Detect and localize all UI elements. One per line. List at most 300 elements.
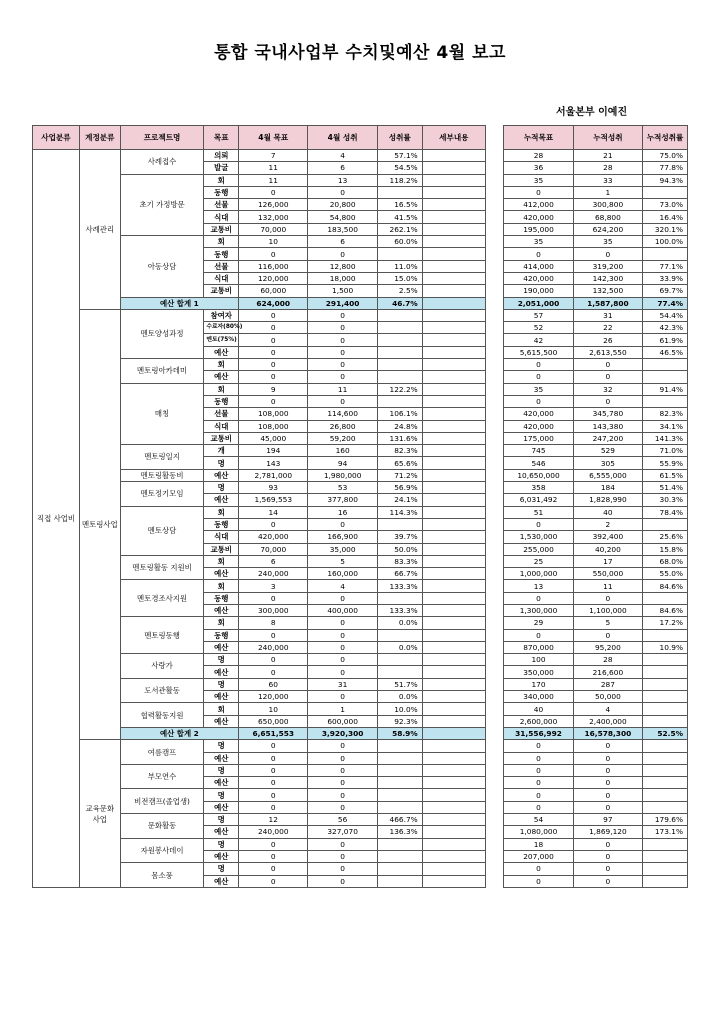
- detail-cell: [422, 457, 485, 469]
- target-unit-cell: 동행: [204, 248, 239, 260]
- gap-cell: [485, 740, 503, 752]
- cumulative-achieved-cell: 184: [573, 482, 642, 494]
- cumulative-achieved-cell: 40,200: [573, 543, 642, 555]
- monthly-rate-cell: 46.7%: [377, 297, 422, 309]
- project-name-cell: 멘토양성과정: [120, 309, 204, 358]
- detail-cell: [422, 703, 485, 715]
- cumulative-rate-cell: [643, 863, 688, 875]
- cumulative-achieved-cell: 21: [573, 150, 642, 162]
- monthly-achieved-cell: 0: [308, 641, 377, 653]
- project-name-cell: 멘토링동행: [120, 617, 204, 654]
- cumulative-target-cell: 52: [504, 322, 573, 334]
- cumulative-target-cell: 255,000: [504, 543, 573, 555]
- table-row: [33, 309, 688, 321]
- cumulative-target-cell: 13: [504, 580, 573, 592]
- cumulative-rate-cell: 179.6%: [643, 814, 688, 826]
- monthly-achieved-cell: 12,800: [308, 260, 377, 272]
- cumulative-achieved-cell: 28: [573, 162, 642, 174]
- target-unit-cell: 명: [204, 814, 239, 826]
- monthly-achieved-cell: 0: [308, 346, 377, 358]
- cumulative-target-cell: 2,051,000: [504, 297, 573, 309]
- detail-cell: [422, 260, 485, 272]
- monthly-rate-cell: [377, 395, 422, 407]
- project-name-cell: 멘토링일지: [120, 445, 204, 470]
- cumulative-rate-cell: 84.6%: [643, 604, 688, 616]
- detail-cell: [422, 678, 485, 690]
- table-row: [33, 506, 688, 518]
- cumulative-rate-cell: 51.4%: [643, 482, 688, 494]
- monthly-achieved-cell: 400,000: [308, 604, 377, 616]
- monthly-rate-cell: 114.3%: [377, 506, 422, 518]
- monthly-rate-cell: [377, 371, 422, 383]
- target-unit-cell: 예산: [204, 691, 239, 703]
- gap-cell: [485, 223, 503, 235]
- project-name-cell: 문화활동: [120, 814, 204, 839]
- gap-cell: [485, 789, 503, 801]
- author-label: 서울본부 이예진: [556, 107, 628, 118]
- detail-cell: [422, 604, 485, 616]
- gap-cell: [485, 691, 503, 703]
- detail-cell: [422, 482, 485, 494]
- cumulative-achieved-cell: 11: [573, 580, 642, 592]
- gap-cell: [485, 420, 503, 432]
- monthly-rate-cell: [377, 777, 422, 789]
- target-unit-cell: 개: [204, 445, 239, 457]
- monthly-rate-cell: [377, 518, 422, 530]
- cumulative-rate-cell: [643, 248, 688, 260]
- monthly-rate-cell: [377, 629, 422, 641]
- monthly-target-cell: 0: [239, 764, 308, 776]
- monthly-target-cell: 12: [239, 814, 308, 826]
- monthly-rate-cell: 54.5%: [377, 162, 422, 174]
- table-row: [33, 727, 688, 739]
- cumulative-rate-cell: 100.0%: [643, 236, 688, 248]
- gap-cell: [485, 850, 503, 862]
- detail-cell: [422, 383, 485, 395]
- monthly-achieved-cell: 20,800: [308, 199, 377, 211]
- cumulative-achieved-cell: 2,613,550: [573, 346, 642, 358]
- detail-cell: [422, 285, 485, 297]
- cumulative-rate-cell: [643, 838, 688, 850]
- gap-cell: [485, 752, 503, 764]
- monthly-rate-cell: [377, 309, 422, 321]
- gap-cell: [485, 641, 503, 653]
- table-row: [33, 838, 688, 850]
- cumulative-target-cell: 1,300,000: [504, 604, 573, 616]
- monthly-target-cell: 10: [239, 236, 308, 248]
- monthly-rate-cell: 0.0%: [377, 617, 422, 629]
- cumulative-target-cell: 0: [504, 186, 573, 198]
- table-row: [33, 703, 688, 715]
- detail-cell: [422, 162, 485, 174]
- cumulative-target-cell: 0: [504, 752, 573, 764]
- monthly-achieved-cell: 0: [308, 309, 377, 321]
- target-unit-cell: 교통비: [204, 223, 239, 235]
- cumulative-achieved-cell: 22: [573, 322, 642, 334]
- target-unit-cell: 회: [204, 703, 239, 715]
- cumulative-achieved-cell: 0: [573, 395, 642, 407]
- detail-cell: [422, 568, 485, 580]
- gap-cell: [485, 727, 503, 739]
- target-unit-cell: 예산: [204, 777, 239, 789]
- target-unit-cell: 명: [204, 678, 239, 690]
- cumulative-rate-cell: 52.5%: [643, 727, 688, 739]
- monthly-rate-cell: 65.6%: [377, 457, 422, 469]
- detail-cell: [422, 555, 485, 567]
- target-unit-cell: 참여자: [204, 309, 239, 321]
- cumulative-achieved-cell: 0: [573, 740, 642, 752]
- detail-cell: [422, 371, 485, 383]
- monthly-target-cell: 0: [239, 322, 308, 334]
- detail-cell: [422, 875, 485, 887]
- monthly-rate-cell: 92.3%: [377, 715, 422, 727]
- gap-cell: [485, 555, 503, 567]
- monthly-target-cell: 143: [239, 457, 308, 469]
- cumulative-achieved-cell: 95,200: [573, 641, 642, 653]
- monthly-achieved-cell: 114,600: [308, 408, 377, 420]
- table-row: [33, 863, 688, 875]
- monthly-target-cell: 6,651,553: [239, 727, 308, 739]
- monthly-target-cell: 1,569,553: [239, 494, 308, 506]
- cumulative-rate-cell: [643, 654, 688, 666]
- target-unit-cell: 예산: [204, 568, 239, 580]
- monthly-achieved-cell: 1,500: [308, 285, 377, 297]
- monthly-rate-cell: [377, 850, 422, 862]
- monthly-rate-cell: 60.0%: [377, 236, 422, 248]
- target-unit-cell: 동행: [204, 629, 239, 641]
- monthly-rate-cell: 118.2%: [377, 174, 422, 186]
- monthly-rate-cell: 83.3%: [377, 555, 422, 567]
- account-category-cell: 교육문화 사업: [79, 740, 120, 888]
- table-row: [33, 789, 688, 801]
- detail-cell: [422, 666, 485, 678]
- monthly-achieved-cell: 0: [308, 875, 377, 887]
- monthly-rate-cell: 82.3%: [377, 445, 422, 457]
- monthly-target-cell: 420,000: [239, 531, 308, 543]
- monthly-achieved-cell: 31: [308, 678, 377, 690]
- gap-cell: [485, 875, 503, 887]
- monthly-achieved-cell: 0: [308, 617, 377, 629]
- gap-cell: [485, 285, 503, 297]
- monthly-achieved-cell: 0: [308, 322, 377, 334]
- cumulative-achieved-cell: 26: [573, 334, 642, 346]
- monthly-achieved-cell: 166,900: [308, 531, 377, 543]
- target-unit-cell: 예산: [204, 752, 239, 764]
- cumulative-rate-cell: 77.1%: [643, 260, 688, 272]
- cumulative-rate-cell: 34.1%: [643, 420, 688, 432]
- cumulative-target-cell: 0: [504, 863, 573, 875]
- monthly-target-cell: 120,000: [239, 272, 308, 284]
- detail-cell: [422, 322, 485, 334]
- table-row: [33, 297, 688, 309]
- target-unit-cell: 명: [204, 838, 239, 850]
- cumulative-rate-cell: [643, 850, 688, 862]
- gap-cell: [485, 592, 503, 604]
- cumulative-rate-cell: 173.1%: [643, 826, 688, 838]
- monthly-target-cell: 70,000: [239, 223, 308, 235]
- cumulative-target-cell: 190,000: [504, 285, 573, 297]
- cumulative-achieved-cell: 345,780: [573, 408, 642, 420]
- cumulative-achieved-cell: 0: [573, 371, 642, 383]
- cumulative-rate-cell: 61.9%: [643, 334, 688, 346]
- monthly-rate-cell: [377, 764, 422, 776]
- monthly-rate-cell: 122.2%: [377, 383, 422, 395]
- monthly-target-cell: 14: [239, 506, 308, 518]
- cumulative-achieved-cell: 33: [573, 174, 642, 186]
- header-row: [33, 126, 688, 150]
- monthly-achieved-cell: 59,200: [308, 432, 377, 444]
- detail-cell: [422, 531, 485, 543]
- account-category-cell: 멘토링사업: [79, 309, 120, 739]
- monthly-rate-cell: 466.7%: [377, 814, 422, 826]
- detail-cell: [422, 408, 485, 420]
- detail-cell: [422, 592, 485, 604]
- cumulative-achieved-cell: 28: [573, 654, 642, 666]
- table-row: [33, 174, 688, 186]
- monthly-target-cell: 45,000: [239, 432, 308, 444]
- monthly-rate-cell: 39.7%: [377, 531, 422, 543]
- project-name-cell: 아동상담: [120, 236, 204, 297]
- target-unit-cell: 식대: [204, 211, 239, 223]
- monthly-rate-cell: 0.0%: [377, 691, 422, 703]
- cumulative-achieved-cell: 247,200: [573, 432, 642, 444]
- monthly-target-cell: 0: [239, 309, 308, 321]
- monthly-target-cell: 300,000: [239, 604, 308, 616]
- target-unit-cell: 예산: [204, 826, 239, 838]
- cumulative-achieved-cell: 143,380: [573, 420, 642, 432]
- cumulative-rate-cell: [643, 629, 688, 641]
- monthly-rate-cell: 50.0%: [377, 543, 422, 555]
- monthly-achieved-cell: 54,800: [308, 211, 377, 223]
- detail-cell: [422, 420, 485, 432]
- monthly-achieved-cell: 0: [308, 740, 377, 752]
- monthly-target-cell: 11: [239, 174, 308, 186]
- target-unit-cell: 회: [204, 359, 239, 371]
- cumulative-target-cell: 207,000: [504, 850, 573, 862]
- gap-cell: [485, 678, 503, 690]
- detail-cell: [422, 211, 485, 223]
- cumulative-achieved-cell: 0: [573, 359, 642, 371]
- cumulative-target-cell: 350,000: [504, 666, 573, 678]
- cumulative-achieved-cell: 550,000: [573, 568, 642, 580]
- project-name-cell: 부모연수: [120, 764, 204, 789]
- monthly-achieved-cell: 11: [308, 383, 377, 395]
- detail-cell: [422, 838, 485, 850]
- cumulative-achieved-cell: 32: [573, 383, 642, 395]
- cumulative-rate-cell: 33.9%: [643, 272, 688, 284]
- target-unit-cell: 예산: [204, 850, 239, 862]
- monthly-target-cell: 0: [239, 359, 308, 371]
- cumulative-target-cell: 29: [504, 617, 573, 629]
- monthly-target-cell: 116,000: [239, 260, 308, 272]
- gap-cell: [485, 666, 503, 678]
- monthly-target-cell: 6: [239, 555, 308, 567]
- detail-cell: [422, 740, 485, 752]
- detail-cell: [422, 715, 485, 727]
- cumulative-rate-cell: [643, 359, 688, 371]
- monthly-target-cell: 0: [239, 740, 308, 752]
- cumulative-rate-cell: 91.4%: [643, 383, 688, 395]
- header-cell: 누적목표: [504, 126, 573, 150]
- header-cell: 계정분류: [79, 126, 120, 150]
- cumulative-target-cell: 0: [504, 248, 573, 260]
- project-name-cell: 멘토경조사지원: [120, 580, 204, 617]
- monthly-achieved-cell: 160: [308, 445, 377, 457]
- detail-cell: [422, 691, 485, 703]
- monthly-target-cell: 3: [239, 580, 308, 592]
- gap-cell: [485, 309, 503, 321]
- detail-cell: [422, 150, 485, 162]
- header-cell: 목표: [204, 126, 239, 150]
- monthly-target-cell: 194: [239, 445, 308, 457]
- monthly-achieved-cell: 5: [308, 555, 377, 567]
- cumulative-target-cell: 57: [504, 309, 573, 321]
- monthly-achieved-cell: 4: [308, 580, 377, 592]
- cumulative-target-cell: 31,556,992: [504, 727, 573, 739]
- cumulative-achieved-cell: 0: [573, 764, 642, 776]
- monthly-rate-cell: 10.0%: [377, 703, 422, 715]
- page-title: 통합 국내사업부 수치및예산 4월 보고: [214, 43, 506, 63]
- target-unit-cell: 회: [204, 174, 239, 186]
- detail-cell: [422, 445, 485, 457]
- monthly-achieved-cell: 160,000: [308, 568, 377, 580]
- gap-cell: [485, 408, 503, 420]
- monthly-achieved-cell: 0: [308, 863, 377, 875]
- cumulative-rate-cell: 73.0%: [643, 199, 688, 211]
- monthly-target-cell: 132,000: [239, 211, 308, 223]
- detail-cell: [422, 814, 485, 826]
- monthly-target-cell: 93: [239, 482, 308, 494]
- monthly-rate-cell: [377, 359, 422, 371]
- table-row: [33, 150, 688, 162]
- cumulative-target-cell: 42: [504, 334, 573, 346]
- project-name-cell: 협력활동지원: [120, 703, 204, 728]
- monthly-rate-cell: [377, 322, 422, 334]
- cumulative-achieved-cell: 0: [573, 248, 642, 260]
- target-unit-cell: 명: [204, 740, 239, 752]
- cumulative-achieved-cell: 1,587,800: [573, 297, 642, 309]
- gap-cell: [485, 359, 503, 371]
- cumulative-rate-cell: 25.6%: [643, 531, 688, 543]
- monthly-rate-cell: 11.0%: [377, 260, 422, 272]
- cumulative-target-cell: 420,000: [504, 408, 573, 420]
- monthly-achieved-cell: 0: [308, 764, 377, 776]
- monthly-target-cell: 0: [239, 248, 308, 260]
- gap-cell: [485, 236, 503, 248]
- cumulative-achieved-cell: 0: [573, 850, 642, 862]
- project-name-cell: 멘토링아카데미: [120, 359, 204, 384]
- cumulative-rate-cell: [643, 395, 688, 407]
- target-unit-cell: 명: [204, 482, 239, 494]
- cumulative-target-cell: 18: [504, 838, 573, 850]
- cumulative-rate-cell: 84.6%: [643, 580, 688, 592]
- monthly-achieved-cell: 0: [308, 359, 377, 371]
- target-unit-cell: 회: [204, 580, 239, 592]
- cumulative-target-cell: 1,000,000: [504, 568, 573, 580]
- gap-cell: [485, 126, 503, 150]
- subtotal-label: 예산 합계 1: [120, 297, 238, 309]
- cumulative-achieved-cell: 68,800: [573, 211, 642, 223]
- monthly-target-cell: 0: [239, 334, 308, 346]
- gap-cell: [485, 654, 503, 666]
- monthly-achieved-cell: 6: [308, 162, 377, 174]
- gap-cell: [485, 174, 503, 186]
- monthly-target-cell: 0: [239, 666, 308, 678]
- monthly-target-cell: 7: [239, 150, 308, 162]
- cumulative-achieved-cell: 529: [573, 445, 642, 457]
- header-cell: 프로젝트명: [120, 126, 204, 150]
- gap-cell: [485, 432, 503, 444]
- cumulative-target-cell: 35: [504, 383, 573, 395]
- cumulative-achieved-cell: 305: [573, 457, 642, 469]
- table-row: [33, 617, 688, 629]
- target-unit-cell: 회: [204, 236, 239, 248]
- cumulative-target-cell: 0: [504, 740, 573, 752]
- target-unit-cell: 교통비: [204, 285, 239, 297]
- detail-cell: [422, 506, 485, 518]
- detail-cell: [422, 777, 485, 789]
- project-name-cell: 매칭: [120, 383, 204, 444]
- business-category-cell: 직접 사업비: [33, 150, 80, 888]
- cumulative-rate-cell: [643, 801, 688, 813]
- gap-cell: [485, 186, 503, 198]
- target-unit-cell: 예산: [204, 346, 239, 358]
- cumulative-target-cell: 412,000: [504, 199, 573, 211]
- monthly-target-cell: 0: [239, 395, 308, 407]
- cumulative-target-cell: 0: [504, 875, 573, 887]
- gap-cell: [485, 580, 503, 592]
- gap-cell: [485, 260, 503, 272]
- target-unit-cell: 명: [204, 457, 239, 469]
- monthly-target-cell: 0: [239, 654, 308, 666]
- gap-cell: [485, 863, 503, 875]
- cumulative-target-cell: 10,650,000: [504, 469, 573, 481]
- monthly-achieved-cell: 0: [308, 248, 377, 260]
- detail-cell: [422, 629, 485, 641]
- table-row: [33, 469, 688, 481]
- gap-cell: [485, 826, 503, 838]
- monthly-target-cell: 0: [239, 592, 308, 604]
- target-unit-cell: 식대: [204, 420, 239, 432]
- cumulative-target-cell: 35: [504, 236, 573, 248]
- monthly-achieved-cell: 0: [308, 629, 377, 641]
- header-cell: 세부내용: [422, 126, 485, 150]
- cumulative-rate-cell: 55.0%: [643, 568, 688, 580]
- target-unit-cell: 식대: [204, 531, 239, 543]
- gap-cell: [485, 199, 503, 211]
- monthly-target-cell: 0: [239, 801, 308, 813]
- cumulative-achieved-cell: 300,800: [573, 199, 642, 211]
- monthly-target-cell: 60,000: [239, 285, 308, 297]
- detail-cell: [422, 223, 485, 235]
- monthly-target-cell: 0: [239, 777, 308, 789]
- cumulative-achieved-cell: 287: [573, 678, 642, 690]
- cumulative-achieved-cell: 1,100,000: [573, 604, 642, 616]
- gap-cell: [485, 150, 503, 162]
- monthly-rate-cell: 16.5%: [377, 199, 422, 211]
- monthly-rate-cell: [377, 838, 422, 850]
- monthly-target-cell: 0: [239, 850, 308, 862]
- monthly-target-cell: 0: [239, 186, 308, 198]
- monthly-rate-cell: [377, 863, 422, 875]
- target-unit-cell: 예산: [204, 875, 239, 887]
- gap-cell: [485, 383, 503, 395]
- detail-cell: [422, 395, 485, 407]
- table-row: [33, 383, 688, 395]
- cumulative-target-cell: 36: [504, 162, 573, 174]
- monthly-achieved-cell: 4: [308, 150, 377, 162]
- monthly-achieved-cell: 16: [308, 506, 377, 518]
